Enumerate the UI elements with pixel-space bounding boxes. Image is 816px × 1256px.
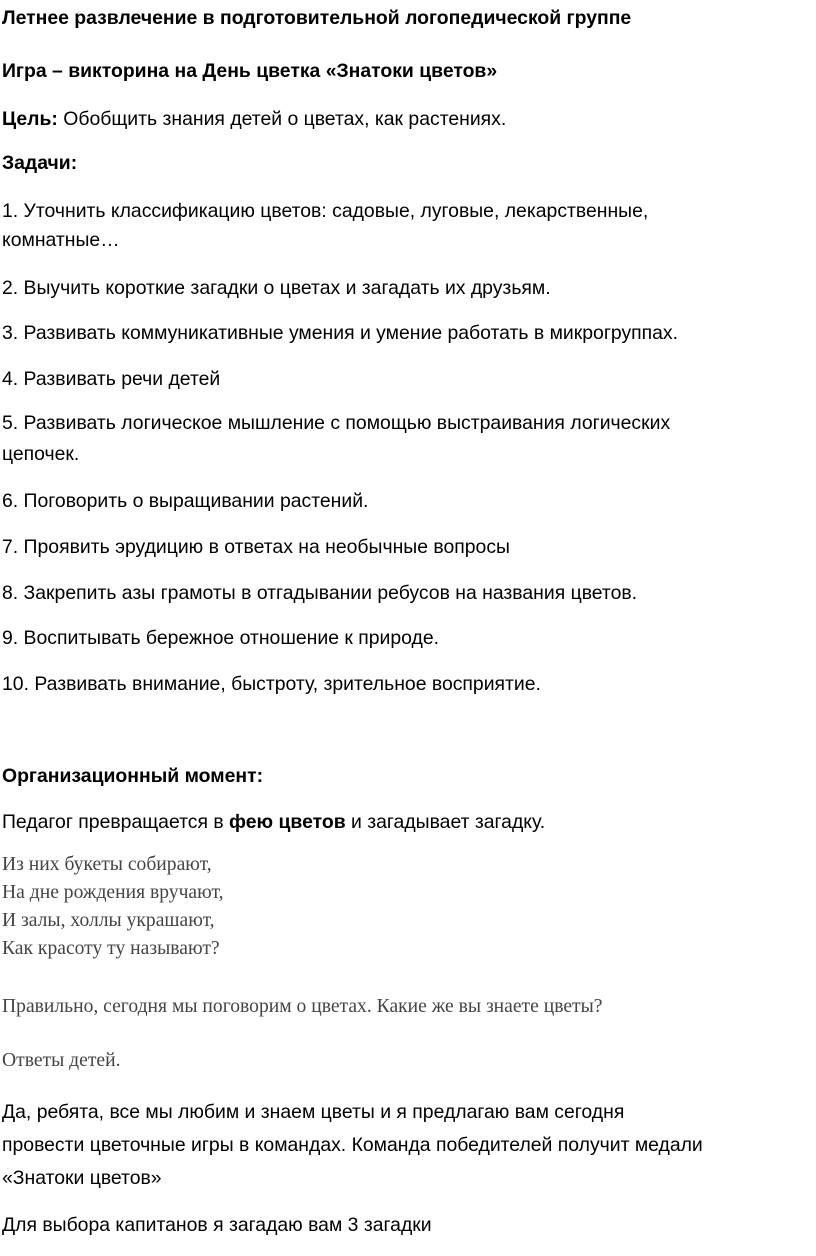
task-line: 3. Развивать коммуникативные умения и умение работать в микрогруппах. — [2, 322, 679, 344]
document-subtitle: Игра – викторина на День цветка «Знатоки цветов» — [2, 60, 498, 82]
org-intro-after: и загадывает загадку. — [345, 811, 546, 833]
task-line: 8. Закрепить азы грамоты в отгадывании ребусов на названия цветов. — [2, 582, 638, 604]
task-line: 5. Развивать логическое мышление с помощью выстраивания логических — [2, 412, 671, 434]
teacher-line: Правильно, сегодня мы поговорим о цветах. Какие же вы знаете цветы? — [2, 996, 603, 1017]
goal-paragraph — [2, 105, 506, 133]
riddle-line: Из них букеты собирают, — [2, 854, 212, 875]
task-line: 4. Развивать речи детей — [2, 368, 221, 390]
task-line: комнатные… — [2, 229, 120, 251]
children-answer: Ответы детей. — [2, 1050, 121, 1071]
task-line: 10. Развивать внимание, быстроту, зрительное восприятие. — [2, 673, 541, 695]
goal-label: Цель: — [2, 108, 58, 130]
closing-line: Да, ребята, все мы любим и знаем цветы и я предлагаю вам сегодня — [2, 1101, 625, 1123]
task-line: 7. Проявить эрудицию в ответах на необычные вопросы — [2, 536, 510, 558]
task-line: 1. Уточнить классификацию цветов: садовые, луговые, лекарственные, — [2, 200, 649, 222]
tasks-heading: Задачи: — [2, 152, 78, 174]
closing-line: «Знатоки цветов» — [2, 1167, 162, 1189]
goal-text: Обобщить знания детей о цветах, как растениях. — [57, 108, 507, 130]
task-line: 6. Поговорить о выращивании растений. — [2, 490, 369, 512]
riddle-line: На дне рождения вручают, — [2, 882, 224, 903]
task-line: цепочек. — [2, 443, 80, 465]
captains-line: Для выбора капитанов я загадаю вам 3 загадки — [2, 1214, 432, 1236]
riddle-line: Как красоту ту называют? — [2, 938, 220, 959]
riddle-line: И залы, холлы украшают, — [2, 910, 215, 931]
org-heading: Организационный момент: — [2, 765, 264, 787]
task-line: 2. Выучить короткие загадки о цветах и загадать их друзьям. — [2, 277, 551, 299]
org-intro-bold: фею цветов — [229, 811, 346, 833]
org-intro-before: Педагог превращается в — [2, 811, 230, 833]
document-title: Летнее развлечение в подготовительной логопедической группе — [2, 7, 632, 29]
closing-line: провести цветочные игры в командах. Команда победителей получит медали — [2, 1134, 703, 1156]
task-line: 9. Воспитывать бережное отношение к природе. — [2, 627, 439, 649]
org-intro — [2, 808, 545, 836]
